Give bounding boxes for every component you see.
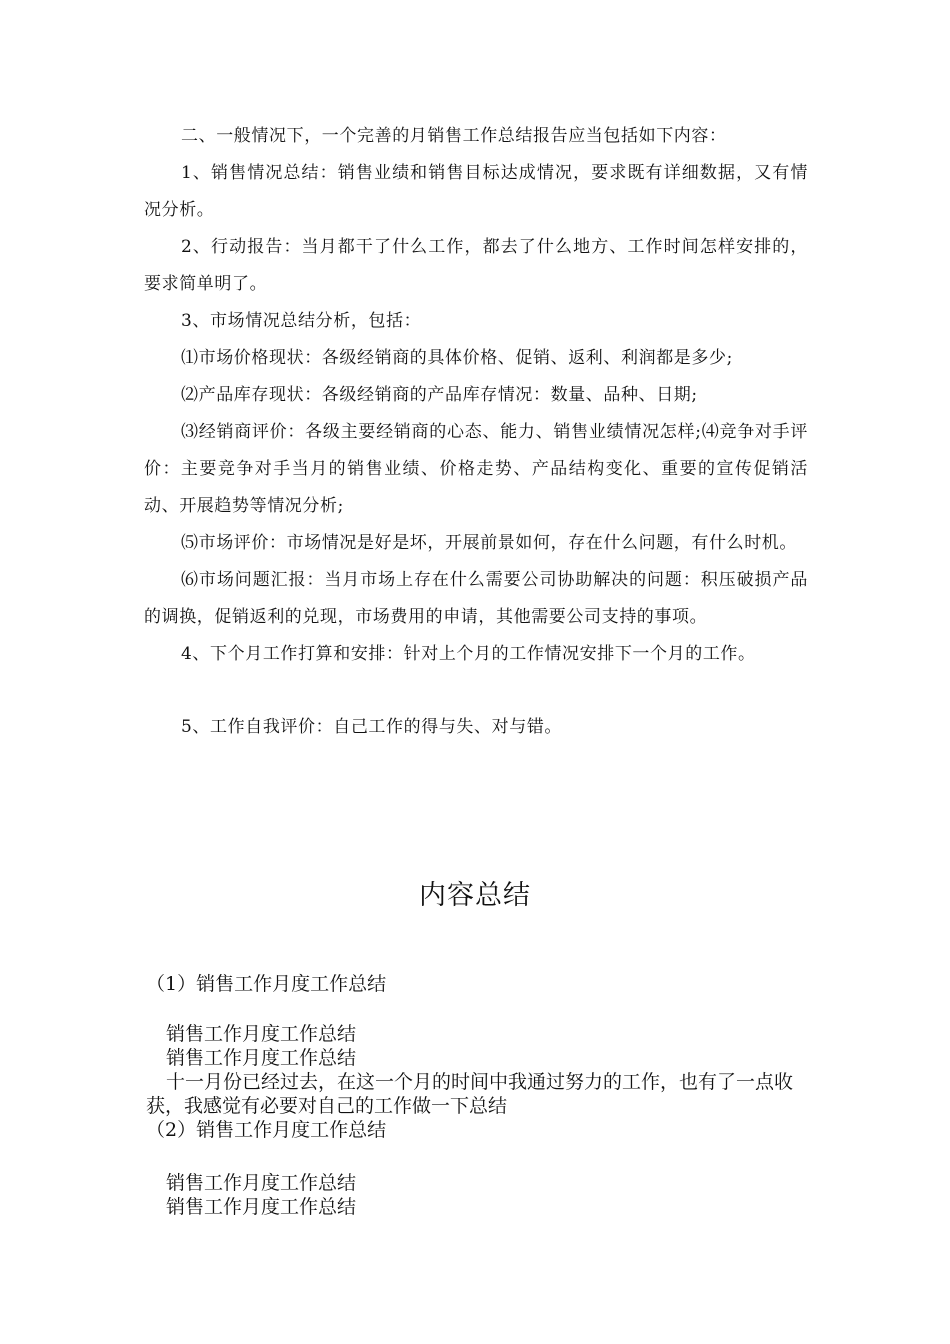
paragraph-self-evaluation: 5、工作自我评价：自己工作的得与失、对与错。 xyxy=(181,717,563,737)
summary-item-1-line-2: 销售工作月度工作总结 xyxy=(166,1047,357,1069)
paragraph-intro: 二、一般情况下，一个完善的月销售工作总结报告应当包括如下内容： xyxy=(181,126,727,146)
summary-item-2-line-2: 销售工作月度工作总结 xyxy=(166,1196,357,1218)
summary-item-1-content xyxy=(146,1022,806,1142)
paragraph-action-report: 2、行动报告：当月都干了什么工作，都去了什么地方、工作时间怎样安排的，要求简单明了。 xyxy=(144,237,808,294)
paragraph-sales-summary: 1、销售情况总结：销售业绩和销售目标达成情况，要求既有详细数据，又有情况分析。 xyxy=(144,163,808,220)
summary-item-1-body: 十一月份已经过去，在这一个月的时间中我通过努力的工作，也有了一点收获，我感觉有必要对自己的工作做一下总结 xyxy=(146,1071,794,1117)
report-body xyxy=(144,118,808,746)
paragraph-gap xyxy=(144,673,808,709)
paragraph-next-month-plan: 4、下个月工作打算和安排：针对上个月的工作情况安排下一个月的工作。 xyxy=(181,644,756,664)
summary-item-2-content xyxy=(146,1171,806,1219)
paragraph-market-evaluation: ⑸市场评价：市场情况是好是坏，开展前景如何，存在什么问题，有什么时机。 xyxy=(181,533,797,553)
paragraph-dealer-evaluation: ⑶经销商评价：各级主要经销商的心态、能力、销售业绩情况怎样;⑷竞争对手评价：主要竞争对手当月的销售业绩、价格走势、产品结构变化、重要的宣传促销活动、开展趋势等情况分析; xyxy=(144,422,808,516)
summary-title: 内容总结 xyxy=(419,880,531,911)
summary-item-2-line-1: 销售工作月度工作总结 xyxy=(166,1172,357,1194)
summary-item-1 xyxy=(146,972,806,996)
summary-item-1-heading: （1）销售工作月度工作总结 xyxy=(146,973,387,995)
paragraph-inventory: ⑵产品库存现状：各级经销商的产品库存情况：数量、品种、日期; xyxy=(181,385,698,405)
summary-item-2-heading: （2）销售工作月度工作总结 xyxy=(146,1119,387,1141)
paragraph-market-analysis: 3、市场情况总结分析，包括： xyxy=(181,311,422,331)
summary-item-1-line-1: 销售工作月度工作总结 xyxy=(166,1023,357,1045)
paragraph-market-issues: ⑹市场问题汇报：当月市场上存在什么需要公司协助解决的问题：积压破损产品的调换，促销返利的兑现，市场费用的申请，其他需要公司支持的事项。 xyxy=(144,570,808,627)
paragraph-market-price: ⑴市场价格现状：各级经销商的具体价格、促销、返利、利润都是多少; xyxy=(181,348,733,368)
